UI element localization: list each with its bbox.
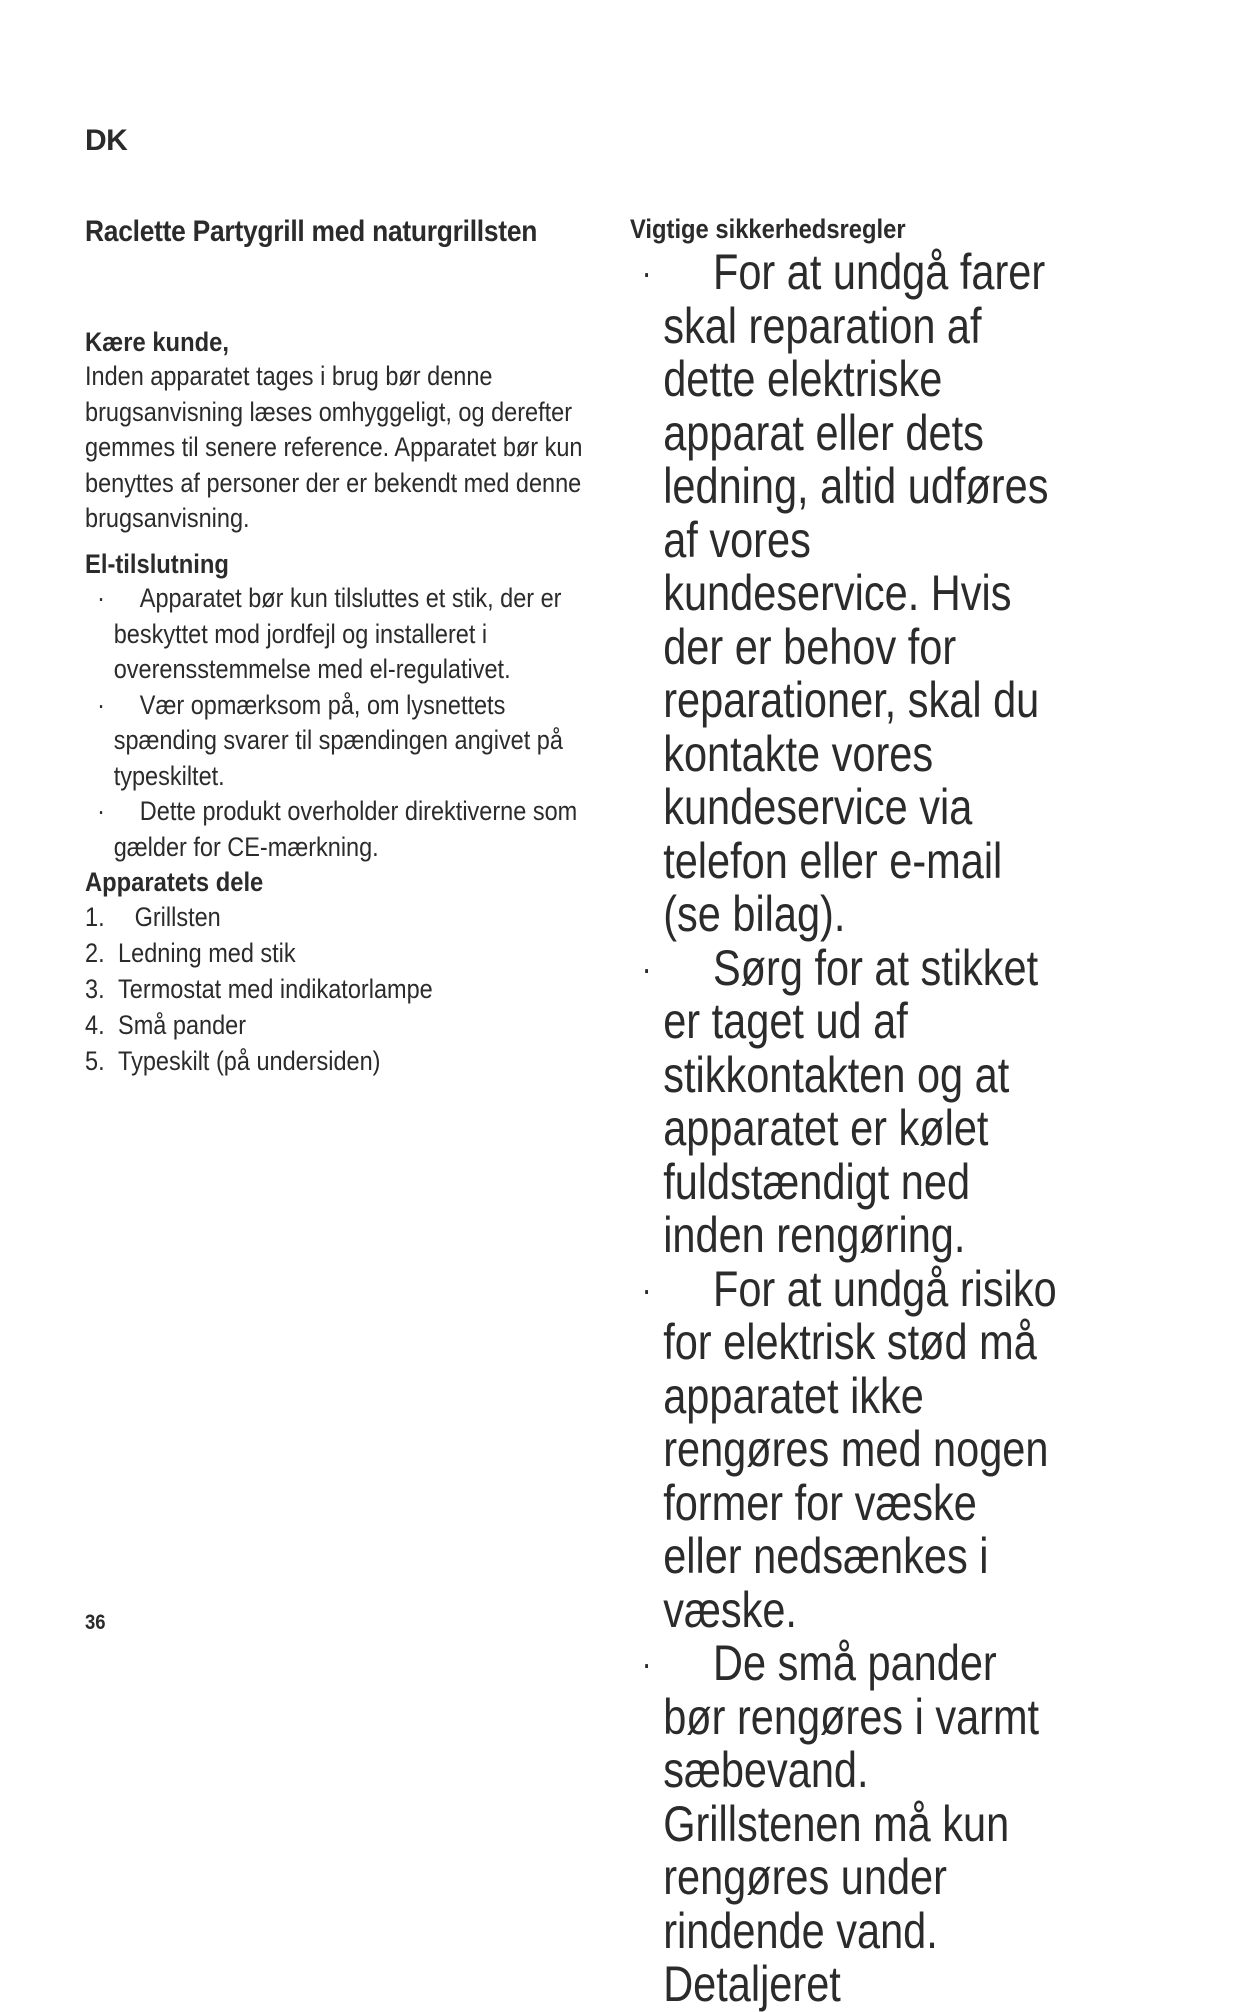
intro-text: Inden apparatet tages i brug bør denne brugsanvisning læses omhyggeligt, og derefter gemmes til senere reference. Apparatet bør kun benyttes af personer der er bekendt med denne brugsanvisning.: [85, 361, 583, 533]
parts-heading: Apparatets dele: [85, 867, 264, 897]
safety-list: [630, 246, 1062, 2012]
list-item: · Sørg for at stikket er taget ud af stikkontakten og at apparatet er kølet fuldstændigt ned inden rengøring.: [641, 939, 1039, 1263]
parts-list: [85, 899, 598, 1079]
bullet-icon: ·: [641, 1643, 652, 1684]
list-item: · Dette produkt overholder direktiverne som gælder for CE-mærkning.: [97, 796, 578, 862]
bullet-icon: ·: [97, 796, 106, 826]
bullet-icon: ·: [97, 583, 106, 613]
electrical-list: [85, 581, 598, 865]
list-item: · Apparatet bør kun tilsluttes et stik, der er beskyttet mod jordfejl og installeret i overensstemmelse med el-regulativet.: [97, 583, 562, 684]
list-item: 3. Termostat med indikatorlampe: [85, 974, 433, 1004]
list-item: 2. Ledning med stik: [85, 938, 296, 968]
bullet-icon: ·: [641, 947, 652, 989]
electrical-section: [85, 547, 605, 865]
language-code: DK: [85, 124, 128, 157]
list-item: · Vær opmærksom på, om lysnettets spænding svarer til spændingen angivet på typeskiltet.: [97, 689, 563, 791]
list-item: 4. Små pander: [85, 1010, 247, 1040]
intro-heading: Kære kunde,: [85, 327, 229, 357]
safety-heading: Vigtige sikkerhedsregler: [630, 214, 906, 244]
electrical-heading: El-tilslutning: [85, 549, 229, 579]
bullet-icon: ·: [641, 252, 652, 293]
page-title: Raclette Partygrill med naturgrillsten: [85, 215, 538, 248]
bullet-icon: ·: [97, 689, 106, 720]
list-item: 1. Grillsten: [85, 902, 221, 932]
parts-section: [85, 865, 605, 1079]
list-item: · For at undgå risiko for elektrisk stød må apparatet ikke rengøres med nogen former for væske eller nedsænkes i væske.: [641, 1260, 1057, 1638]
intro-section: [85, 325, 605, 537]
bullet-icon: ·: [641, 1268, 652, 1310]
page-number: 36: [85, 1611, 106, 1634]
list-item: · De små pander bør rengøres i varmt sæbevand. Grillstenen må kun rengøres under rindende vand. Detaljeret: [641, 1635, 1040, 2012]
right-column: [630, 212, 1190, 2012]
left-column: [85, 212, 605, 252]
list-item: 5. Typeskilt (på undersiden): [85, 1046, 381, 1076]
list-item: · For at undgå farer skal reparation af dette elektriske apparat eller dets ledning, altid udføres af vores kundeservice. Hvis der er behov for reparationer, skal du kontakte vores kundeservice via telefon eller e-mail (se bilag).: [641, 244, 1049, 942]
